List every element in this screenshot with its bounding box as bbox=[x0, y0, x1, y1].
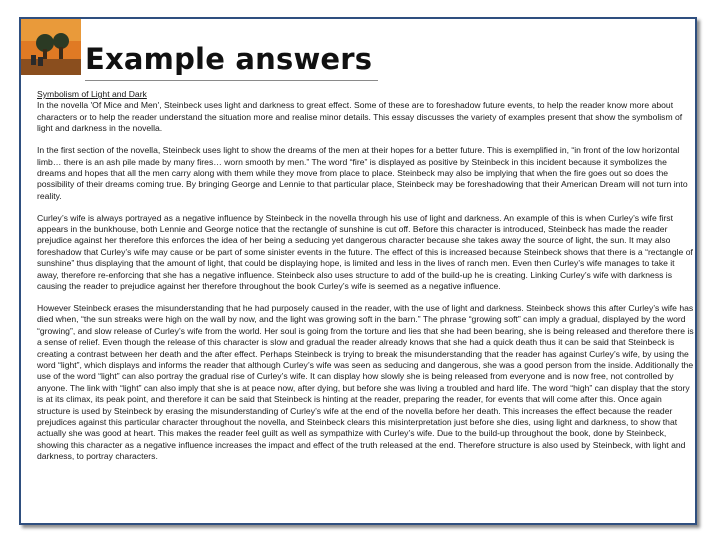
essay-paragraph: Curley’s wife is always portrayed as a negative influence by Steinbeck in the novella through his use of light and darkness. An example of this is when Curley’s wife first appears in the bunkhouse, both Lennie and George notice that the rectangle of sunshine is cut off. Before this character is introduced, Steinbeck has made the reader prejudice against her therefore this enforces the idea of her being a seducing yet dangerous character because she takes away the source of light, the sun. It may also foreshadow that Curley’s wife may cause or be part of some sinister events in the future. The effect of this is increased because Steinbeck shows that there is a “rectangle of sunshine” thus displaying that the amount of light, that could be displaying hope, is limited and less in the lives of ranch men. Even then Curley’s wife manages to take it away, therefore re-enforcing that she has a negative influence. Steinbeck also uses structure to add of the build-up he is creating. Linking Curley’s wife with darkness is causing the reader to prejudice against her therefore throughout the book Curley’s wife is seemed as a negative influence. bbox=[37, 212, 693, 292]
essay-paragraph: In the novella 'Of Mice and Men', Steinbeck uses light and darkness to great effect. Some of these are to foreshadow future events, to help the reader know more about characters or to help the reader understand the situation more and realise minor details. This essay discusses the variety of examples present that show the symbolism of light and darkness in the novella. bbox=[37, 100, 683, 134]
essay-paragraph: In the first section of the novella, Steinbeck uses light to show the dreams of the men at their hopes for a better future. This is exemplified in, “in front of the low horizontal limb… there is an ash pile made by many fires… worn smooth by men.” The word “fire” is displayed as positive by Steinbeck in this incident because it symbolizes the dreams and hopes that all the men carry along with them while they move from place to place. Steinbeck may also be implying that when the fire goes out so does the possibility of their dreams coming true. By bringing George and Lennie to that particular place, Steinbeck may be foreshadowing that their American Dream will not turn into reality. bbox=[37, 145, 688, 201]
essay-body bbox=[37, 89, 696, 473]
page-title: Example answers bbox=[85, 42, 373, 76]
title-underline-divider bbox=[85, 80, 378, 81]
essay-paragraph: However Steinbeck erases the misunderstanding that he had purposely caused in the reader, with the use of light and darkness. Steinbeck shows this after Curley’s wife has died when, “the sun streaks were high on the wall by now, and the light was growing soft in the barn.” The phrase “growing soft” can imply a gradual, displayed by the word “growing”, and slow release of Curley’s wife from the world. Her soul is going from the torture and lies that she had been bearing, she is being released and therefore there is a sense of relief. Even though the release of this character is slow and gradual the reader already knows that she had a quick death thus it can be said that Steinbeck is creating a contrast between her death and the after effect. Perhaps Steinbeck is trying to break the misunderstanding that the reader has against Curley’s wife, by using the word “light”, which displays and informs the reader that although Curley’s wife was seen as seducing and dangerous, she was a good person from the inside. Additionally the use of the word “light” can also portray the gradual rise of Curley’s wife. It can display how slowly she is being released from everyone and is now free, not controlled by anyone. The link with “light” can also imply that she is at peace now, after dying, but before she was living a troubled and hard life. The word “high” can display that the story is at its climax, its peak point, and therefore it can be said that Steinbeck is hinting at the reader, preparing the reader, for events that will come after this. Once again structure is used by Steinbeck by erasing the misunderstanding of Curley’s wife at the end of the novella before her death. This increases the effect because the reader prejudices against this particular character throughout the novella, and Steinbeck clears this misinterpretation just before she dies, using light and darkness, to show that actually she was good at heart. This makes the reader feel guilt as well as sympathize with Curley’s wife. Due to the build-up throughout the book, done by Steinbeck, showing this character as a negative influence increases the impact and effect of the truth released at the end. Therefore structure is also used by Steinbeck, with light and darkness, to portray characters. bbox=[37, 303, 694, 462]
essay-heading: Symbolism of Light and Dark bbox=[37, 89, 147, 99]
painting-thumbnail-icon bbox=[21, 19, 81, 75]
